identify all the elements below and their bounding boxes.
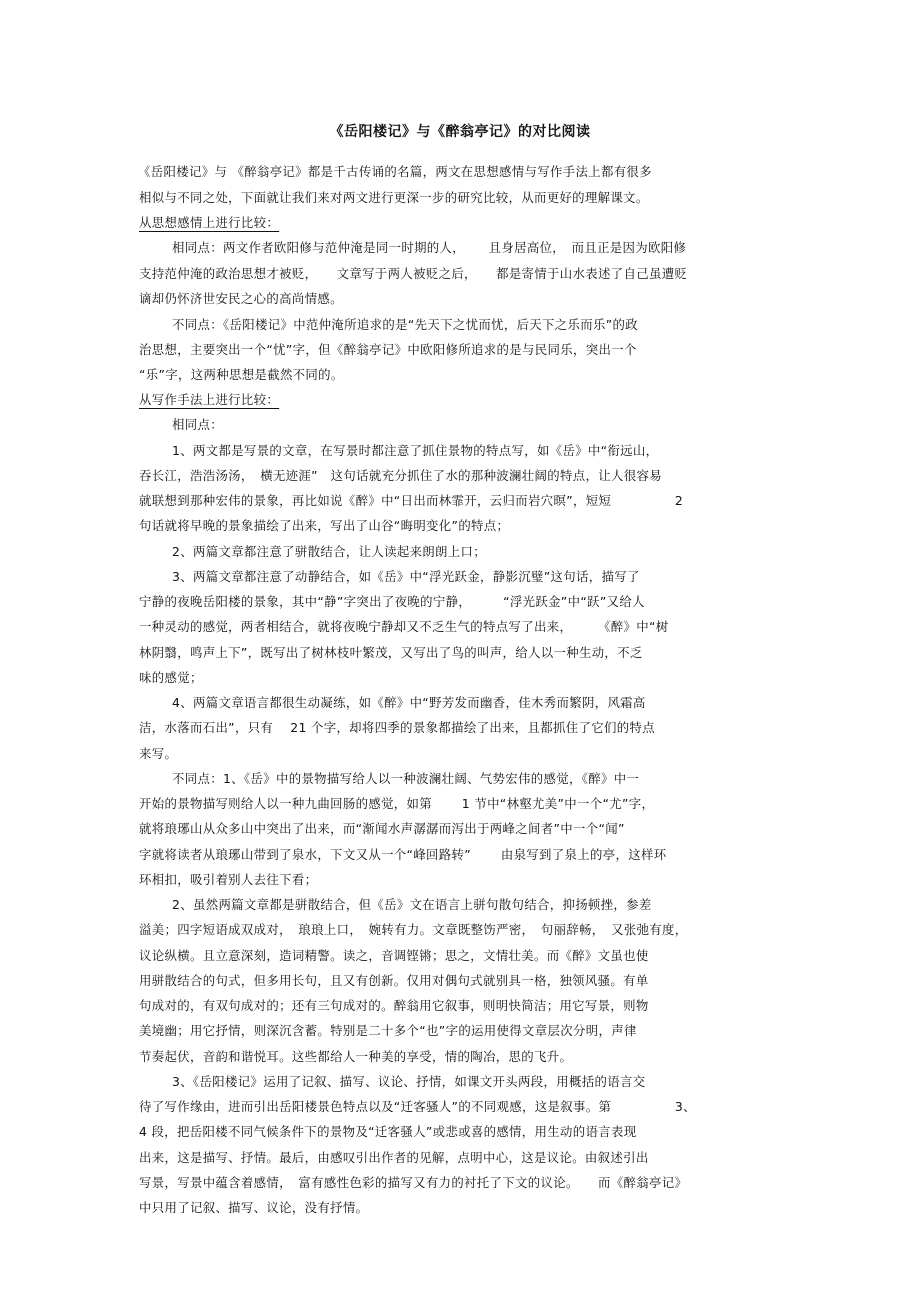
paragraph-line: 节奏起伏，音韵和谐悦耳。这些都给人一种美的享受，情的陶冶，思的飞升。 xyxy=(139,1049,573,1064)
paragraph-line: 谪却仍怀济世安民之心的高尚情感。 xyxy=(139,291,343,306)
paragraph-line: 用骈散结合的句式，但多用长句，且又有创新。仅用对偶句式就别具一格，独领风骚。有单 xyxy=(139,973,649,988)
paragraph-line: 字就将读者从琅琊山带到了泉水，下文又从一个“峰回路转” 由泉写到了泉上的亭，这样环 xyxy=(139,847,667,862)
paragraph-line: 吞长江，浩浩汤汤， 横无迹涯” 这句话就充分抓住了水的那种波澜壮阔的特点，让人很容易 xyxy=(139,468,662,483)
paragraph-line: 不同点：1、《岳》中的景物描写给人以一种波澜壮阔、气势宏伟的感觉，《醉》中一 xyxy=(172,771,640,786)
paragraph-line: 相同点： xyxy=(172,417,223,432)
paragraph-line: 就联想到那种宏伟的景象，再比如说《醉》中“日出而林霏开，云归而岩穴暝”，短短 2 xyxy=(139,493,684,508)
paragraph-line: 环相扣，吸引着别人去往下看； xyxy=(139,872,318,887)
paragraph-line: 溢美；四字短语成双成对， 琅琅上口， 婉转有力。文章既整饬严密， 句丽辞畅， 又张弛有度， xyxy=(139,922,688,937)
section-heading-thought: 从思想感情上进行比较： xyxy=(139,215,280,230)
paragraph-line: 4 段，把岳阳楼不同气候条件下的景物及“迁客骚人”或悲或喜的感情，用生动的语言表现 xyxy=(139,1124,637,1139)
paragraph-line: 写景，写景中蕴含着感情， 富有感性色彩的描写又有力的衬托了下文的议论。 而《醉翁亭记》 xyxy=(139,1175,688,1190)
paragraph-line: 4、两篇文章语言都很生动凝练，如《醉》中“野芳发而幽香，佳木秀而繁阴，风霜高 xyxy=(172,695,646,710)
paragraph-line: 治思想，主要突出一个“忧”字，但《醉翁亭记》中欧阳修所追求的是与民同乐，突出一个 xyxy=(139,342,637,357)
intro-line-2: 相似与不同之处，下面就让我们来对两文进行更深一步的研究比较，从而更好的理解课文。 xyxy=(139,190,649,205)
paragraph-line: 句成对的，有双句成对的；还有三句成对的。醉翁用它叙事，则明快简洁；用它写景，则物 xyxy=(139,998,649,1013)
paragraph-line: 待了写作缘由，进而引出岳阳楼景色特点以及“迁客骚人”的不同观感，这是叙事。第 3、 xyxy=(139,1099,696,1114)
paragraph-line: 宁静的夜晚岳阳楼的景象，其中“静”字突出了夜晚的宁静， “浮光跃金”中“跃”又给人 xyxy=(139,594,645,609)
intro-line-1: 《岳阳楼记》与 《醉翁亭记》都是千古传诵的名篇，两文在思想感情与写作手法上都有很多 xyxy=(138,164,652,179)
paragraph-line: 支持范仲淹的政治思想才被贬， 文章写于两人被贬之后， 都是寄情于山水表述了自己虽遭贬 xyxy=(139,266,688,281)
paragraph-line: 不同点：《岳阳楼记》中范仲淹所追求的是“先天下之忧而忧，后天下之乐而乐”的政 xyxy=(172,317,638,332)
paragraph-line: 一种灵动的感觉，两者相结合，就将夜晚宁静却又不乏生气的特点写了出来， 《醉》中“树 xyxy=(139,619,669,634)
paragraph-line: 味的感觉； xyxy=(139,670,203,685)
paragraph-line: 句话就将早晚的景象描绘了出来，写出了山谷“晦明变化”的特点； xyxy=(139,518,510,533)
paragraph-line: 来写。 xyxy=(139,746,178,761)
paragraph-line: 洁，水落而石出”，只有 21 个字，却将四季的景象都描绘了出来，且都抓住了它们的特点 xyxy=(139,720,655,735)
paragraph-line: 出来，这是描写、抒情。最后，由感叹引出作者的见解，点明中心，这是议论。由叙述引出 xyxy=(139,1150,649,1165)
paragraph-line: 相同点：两文作者欧阳修与范仲淹是同一时期的人， 且身居高位， 而且正是因为欧阳修 xyxy=(172,240,687,255)
paragraph-line: 2、虽然两篇文章都是骈散结合，但《岳》文在语言上骈句散句结合，抑扬顿挫，参差 xyxy=(172,897,652,912)
paragraph-line: 美境幽；用它抒情，则深沉含蓄。特别是二十多个“也”字的运用使得文章层次分明，声律 xyxy=(139,1023,637,1038)
paragraph-line: 开始的景物描写则给人以一种九曲回肠的感觉，如第 1 节中“林壑尤美”中一个“尤”字， xyxy=(139,796,655,811)
paragraph-line: 议论纵横。且立意深刻，造词精警。读之，音调铿锵；思之，文情壮美。而《醉》文虽也使 xyxy=(139,948,649,963)
paragraph-line: “乐”字，这两种思想是截然不同的。 xyxy=(139,367,344,382)
paragraph-line: 3、两篇文章都注意了动静结合，如《岳》中“浮光跃金，静影沉璧”这句话，描写了 xyxy=(172,569,640,584)
document-title: 《岳阳楼记》与《醉翁亭记》的对比阅读 xyxy=(329,124,591,140)
paragraph-line: 中只用了记叙、描写、议论，没有抒情。 xyxy=(139,1200,369,1215)
paragraph-line: 就将琅琊山从众多山中突出了出来，而“渐闻水声潺潺而泻出于两峰之间者”中一个“闻” xyxy=(139,821,625,836)
paragraph-line: 1、两文都是写景的文章，在写景时都注意了抓住景物的特点写，如《岳》中“衔远山， xyxy=(172,443,659,458)
paragraph-line: 3、《岳阳楼记》运用了记叙、描写、议论、抒情，如课文开头两段，用概括的语言交 xyxy=(172,1074,646,1089)
paragraph-line: 2、两篇文章都注意了骈散结合，让人读起来朗朗上口； xyxy=(172,544,487,559)
section-heading-writing: 从写作手法上进行比较： xyxy=(139,392,280,407)
paragraph-line: 林阴翳，鸣声上下”，既写出了树林枝叶繁茂，又写出了鸟的叫声，给人以一种生动，不乏 xyxy=(139,645,643,660)
